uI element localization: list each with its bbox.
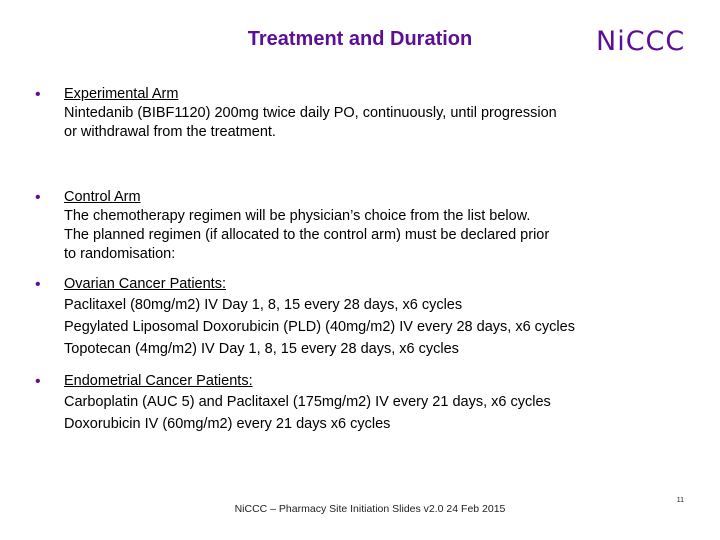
bullet-heading: Experimental Arm — [64, 86, 179, 102]
bullet-line: Pegylated Liposomal Doxorubicin (PLD) (40mg/m2) IV every 28 days, x6 cycles — [64, 319, 575, 335]
bullet-line: Nintedanib (BIBF1120) 200mg twice daily PO, continuously, until progression — [64, 105, 557, 121]
bullet-content — [64, 188, 694, 264]
bullet-content — [64, 372, 694, 435]
bullet-heading: Control Arm — [64, 189, 141, 205]
bullet-line: Doxorubicin IV (60mg/m2) every 21 days x6 cycles — [64, 416, 391, 432]
slide-title: Treatment and Duration — [247, 28, 473, 50]
bullet-icon: • — [35, 276, 41, 293]
bullet-icon: • — [35, 189, 41, 206]
bullet-content — [64, 275, 694, 360]
bullet-line: Carboplatin (AUC 5) and Paclitaxel (175mg/m2) IV every 21 days, x6 cycles — [64, 394, 551, 410]
bullet-icon: • — [35, 86, 41, 103]
niccc-logo: NiCCC — [596, 26, 686, 57]
bullet-line: Topotecan (4mg/m2) IV Day 1, 8, 15 every 28 days, x6 cycles — [64, 341, 459, 357]
bullet-line: or withdrawal from the treatment. — [64, 124, 276, 140]
page-number: 11 — [676, 497, 684, 504]
footer-text: NiCCC – Pharmacy Site Initiation Slides v2.0 24 Feb 2015 — [234, 503, 506, 515]
bullet-line: to randomisation: — [64, 246, 176, 262]
bullet-line: The planned regimen (if allocated to the control arm) must be declared prior — [64, 227, 550, 243]
bullet-line: Paclitaxel (80mg/m2) IV Day 1, 8, 15 every 28 days, x6 cycles — [64, 297, 463, 313]
bullet-heading: Ovarian Cancer Patients: — [64, 276, 226, 292]
bullet-content — [64, 85, 694, 142]
bullet-line: The chemotherapy regimen will be physician’s choice from the list below. — [64, 208, 531, 224]
bullet-heading: Endometrial Cancer Patients: — [64, 373, 253, 389]
bullet-icon: • — [35, 373, 41, 390]
